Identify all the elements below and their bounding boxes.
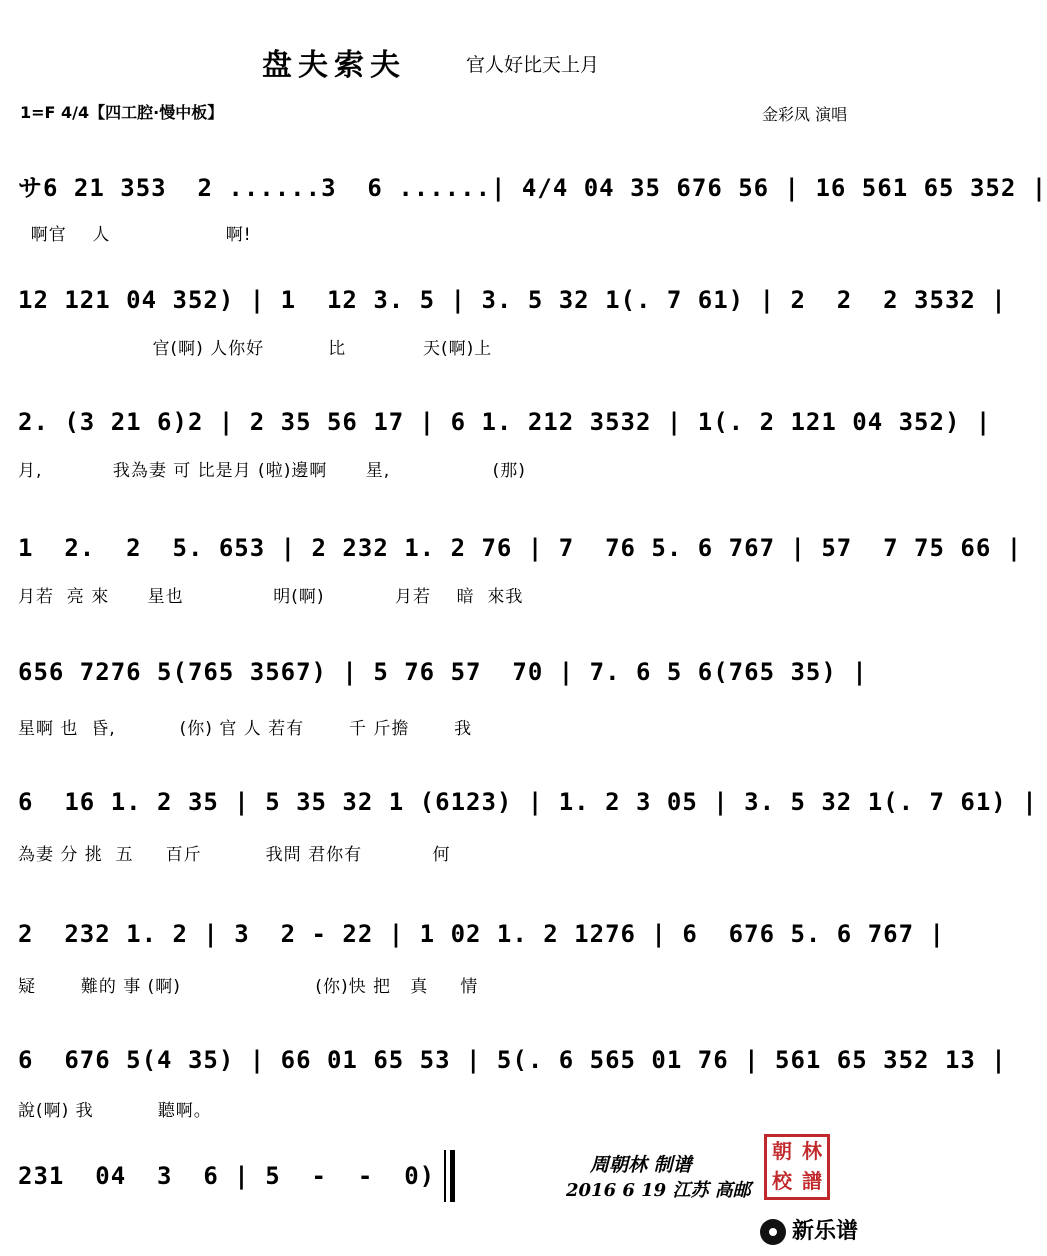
- notation-row: 12 121 04 352) | 1 12 3. 5 | 3. 5 32 1(. 7 61) | 2 2 2 3532 |: [18, 286, 1007, 314]
- brand-label: 新乐谱: [792, 1219, 859, 1244]
- arranger-credit: 周朝林 制谱: [590, 1154, 692, 1176]
- final-barline: [444, 1150, 446, 1202]
- seal-char: 譜: [802, 1169, 822, 1193]
- score-line-7: [18, 920, 945, 997]
- score-line-5: [18, 658, 868, 739]
- performer-credit: 金彩凤 演唱: [762, 105, 848, 124]
- date-place-credit: 2016 6 19 江苏 高邮: [566, 1180, 751, 1201]
- lyric-row: 月若 亮 來 星也 明(啊) 月若 暗 來我: [18, 587, 524, 607]
- final-barline-thick: [450, 1150, 455, 1202]
- notation-row: サ6 21 353 2 ......3 6 ......| 4/4 04 35 676 56 | 16 561 65 352 |: [18, 174, 1047, 202]
- lyric-row: 為妻 分 挑 五 百斤 我問 君你有 何: [18, 845, 451, 865]
- notation-row: 231 04 3 6 | 5 - - 0): [18, 1162, 436, 1190]
- seal-stamp: [764, 1134, 830, 1200]
- lyric-row: 疑 難的 事 (啊) (你)快 把 真 情: [18, 977, 479, 997]
- key-signature: 1=F 4/4【四工腔·慢中板】: [20, 103, 224, 122]
- notation-row: 2. (3 21 6)2 | 2 35 56 17 | 6 1. 212 3532 | 1(. 2 121 04 352) |: [18, 408, 992, 436]
- seal-char: 校: [772, 1169, 792, 1193]
- page-title: 盘夫索夫: [262, 48, 406, 83]
- score-line-6: [18, 788, 1038, 865]
- page-subtitle: 官人好比天上月: [466, 54, 600, 76]
- disc-icon: [760, 1219, 786, 1245]
- notation-row: 1 2. 2 5. 653 | 2 232 1. 2 76 | 7 76 5. 6 767 | 57 7 75 66 |: [18, 534, 1023, 562]
- score-line-8: [18, 1046, 1007, 1121]
- notation-row: 656 7276 5(765 3567) | 5 76 57 70 | 7. 6 5 6(765 35) |: [18, 658, 868, 686]
- seal-char: 林: [802, 1139, 822, 1163]
- notation-row: 2 232 1. 2 | 3 2 - 22 | 1 02 1. 2 1276 | 6 676 5. 6 767 |: [18, 920, 945, 948]
- lyric-row: 月, 我為妻 可 比是月 (啦)邊啊 星, (那): [18, 461, 526, 481]
- seal-char: 朝: [772, 1139, 792, 1163]
- brand-watermark: [760, 1214, 858, 1245]
- lyric-row: 官(啊) 人你好 比 天(啊)上: [18, 339, 493, 359]
- score-line-3: [18, 408, 992, 481]
- lyric-row: 星啊 也 昏, (你) 官 人 若有 千 斤擔 我: [18, 719, 473, 739]
- lyric-row: 啊官 人 啊!: [18, 225, 252, 245]
- score-line-4: [18, 534, 1023, 607]
- notation-row: 6 676 5(4 35) | 66 01 65 53 | 5(. 6 565 01 76 | 561 65 352 13 |: [18, 1046, 1007, 1074]
- score-line-2: [18, 286, 1007, 359]
- notation-row: 6 16 1. 2 35 | 5 35 32 1 (6123) | 1. 2 3 05 | 3. 5 32 1(. 7 61) |: [18, 788, 1038, 816]
- score-line-1: [18, 168, 1047, 245]
- lyric-row: 說(啊) 我 聽啊。: [18, 1101, 212, 1121]
